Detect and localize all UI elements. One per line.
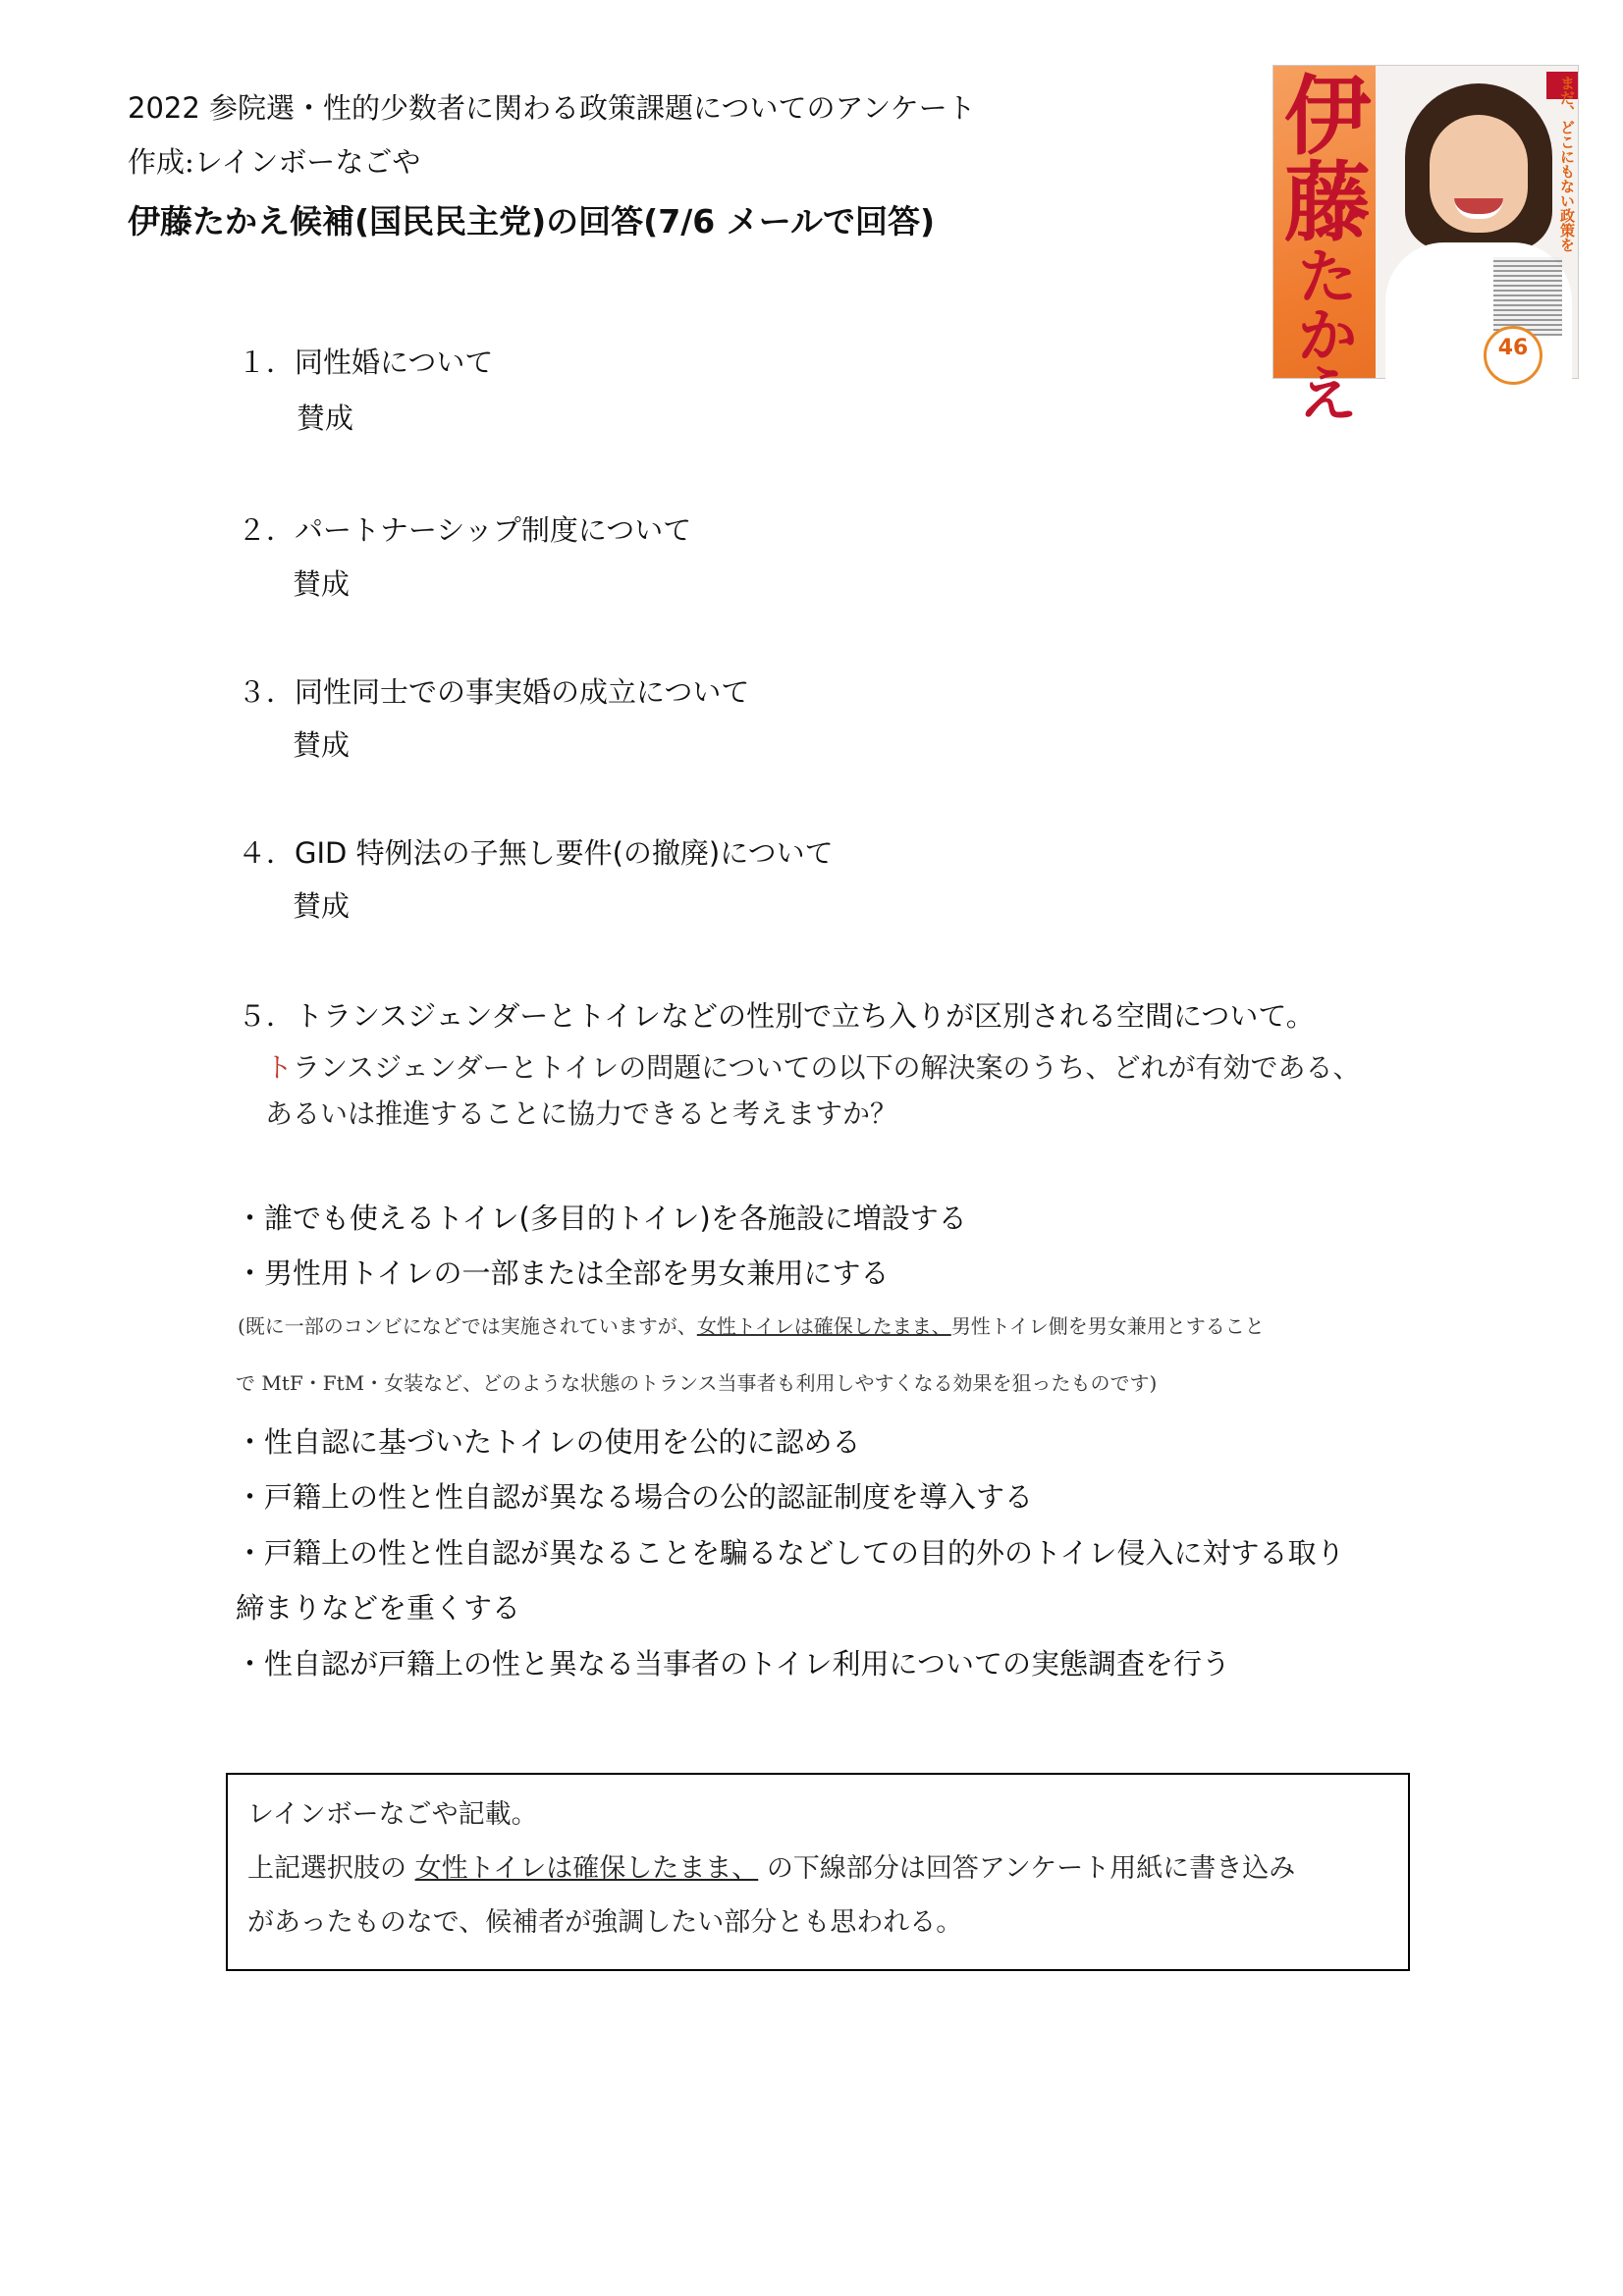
survey-title: 2022 参院選・性的少数者に関わる政策課題についてのアンケート [128,91,976,125]
notice-line-3: があったものなで、候補者が強調したい部分とも思われる。 [247,1907,963,1938]
question-5-text-line-2: あるいは推進することに協力できると考えますか？ [265,1097,898,1130]
poster-age-badge: 46 [1484,326,1542,385]
option-item-5-line-1: ・戸籍上の性と性自認が異なることを騙るなどしての目的外のトイレ侵入に対する取り [236,1536,1345,1570]
question-5-text-first-char: ト [265,1051,294,1084]
note-underlined-text: 女性トイレは確保したまま、 [696,1314,951,1338]
notice-line-1: レインボーなごや記載。 [247,1799,538,1830]
option-item-6: ・性自認が戸籍上の性と異なる当事者のトイレ利用についての実態調査を行う [236,1647,1230,1681]
candidate-poster-image [1272,65,1579,430]
question-5-title: ５．トランスジェンダーとトイレなどの性別で立ち入りが区別される空間について。 [238,999,1315,1033]
option-item-4: ・戸籍上の性と性自認が異なる場合の公的認証制度を導入する [236,1480,1034,1514]
question-4-answer: 賛成 [293,889,351,923]
question-5-text-line-1-rest: ランスジェンダーとトイレの問題についての以下の解決案のうち、どれが有効である、 [293,1051,1361,1084]
option-item-5-line-2: 締まりなどを重くする [236,1591,521,1625]
notice-box [226,1773,1410,1971]
question-1-answer: 賛成 [297,401,354,435]
note-pre-text: (既に一部のコンビになどでは実施されていますが、 [238,1314,697,1338]
notice-line-2-underlined: 女性トイレは確保したまま、 [414,1853,759,1884]
question-1-title: １．同性婚について [238,346,494,379]
candidate-heading: 伊藤たかえ候補(国民民主党)の回答(7/6 メールで回答) [128,202,936,240]
option-item-1: ・誰でも使えるトイレ(多目的トイレ)を各施設に増設する [236,1201,967,1235]
poster-name-family: 伊藤 [1283,66,1371,253]
note-post-text: 男性トイレ側を男女兼用とすること [950,1314,1265,1338]
option-item-3: ・性自認に基づいたトイレの使用を公的に認める [236,1425,861,1459]
question-2-title: ２．パートナーシップ制度について [238,513,692,547]
poster-photo-area [1376,66,1578,378]
question-3-answer: 賛成 [293,728,351,762]
notice-line-2-pre: 上記選択肢の [247,1853,415,1884]
notice-line-2-post: の下線部分は回答アンケート用紙に書き込み [758,1853,1296,1884]
option-item-2: ・男性用トイレの一部または全部を男女兼用にする [236,1256,890,1290]
notice-line-2 [247,1846,1295,1885]
poster-text-list [1493,257,1562,336]
poster-slogan: まだ、どこにもない政策を [1558,76,1576,252]
author-line: 作成:レインボーなごや [128,145,421,179]
question-5-text-line-1 [265,1046,1361,1086]
question-2-answer: 賛成 [293,567,351,601]
question-3-title: ３．同性同士での事実婚の成立について [238,675,750,709]
poster-name-given: たかえ [1298,243,1357,430]
option-2-note-line-1 [238,1310,1265,1339]
poster-name [1279,66,1376,430]
question-4-title: ４．GID 特例法の子無し要件(の撤廃)について [238,836,834,870]
option-2-note-line-2: で MtF・FtM・女装など、どのような状態のトランス当事者も利用しやすくなる効果を狙ったものです) [236,1371,1158,1395]
